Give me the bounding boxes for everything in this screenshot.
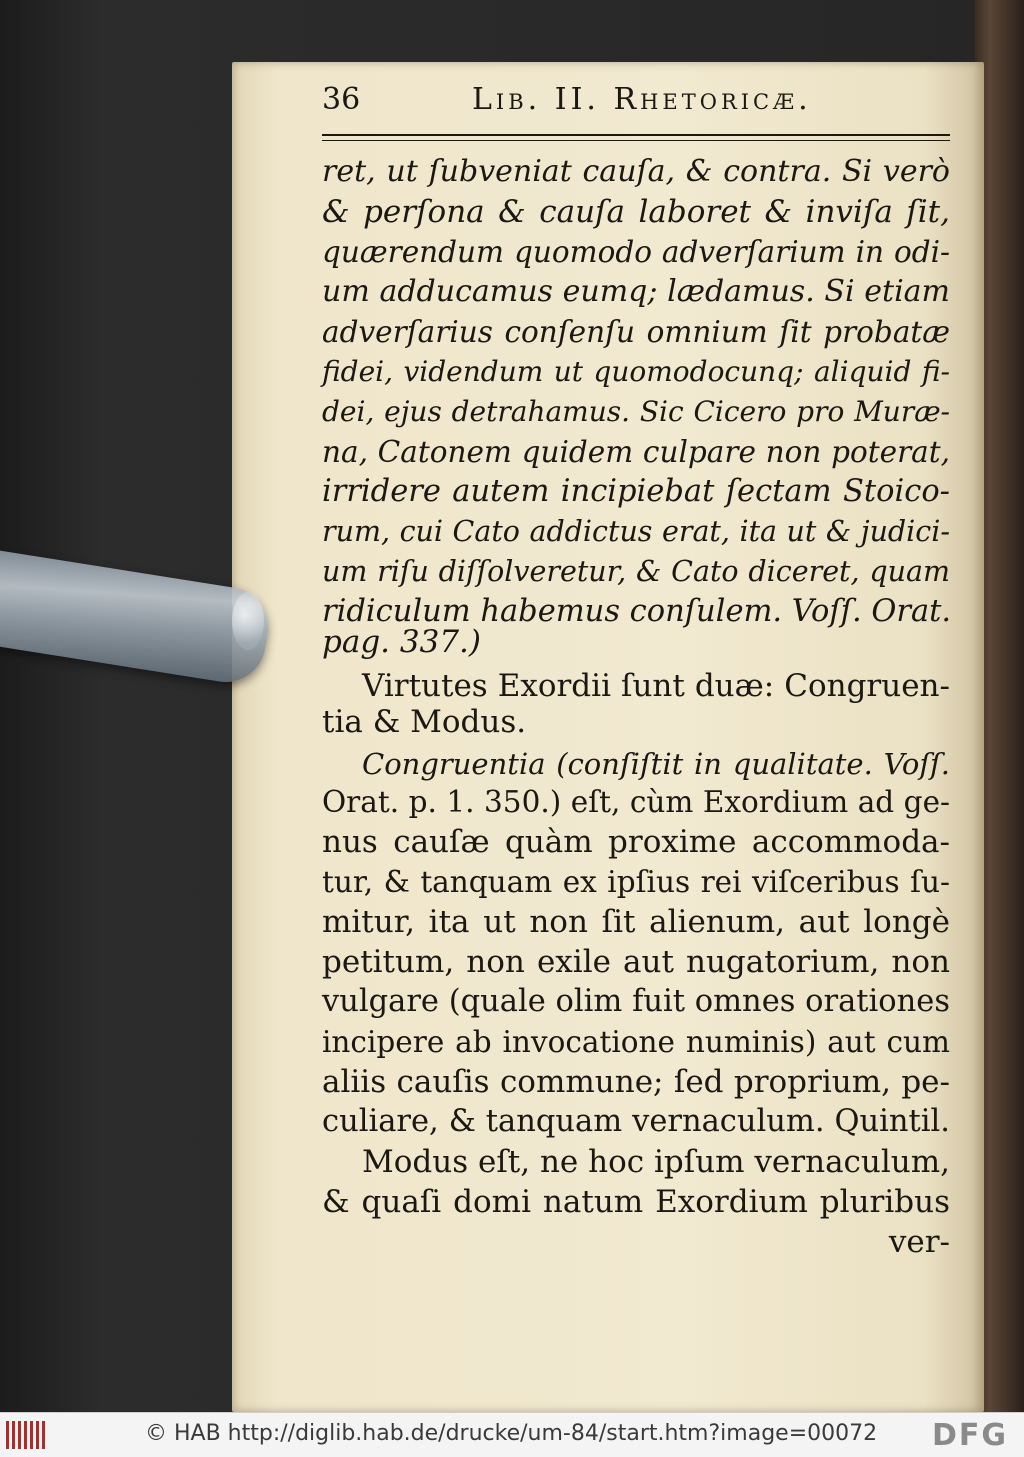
header-rule [322, 134, 950, 141]
text-line: na, Catonem quidem culpare non poterat, [322, 435, 950, 469]
dfg-logo: DFG [932, 1418, 1009, 1453]
page-number: 36 [322, 82, 361, 117]
text-line: nus cauſæ quàm proxime accommoda- [322, 824, 950, 860]
text-line: incipere ab invocatione numinis) aut cum [322, 1025, 950, 1059]
text-line: & quaſi domi natum Exordium pluribus [322, 1184, 950, 1220]
text-line: petitum, non exile aut nugatorium, non [322, 944, 950, 980]
text-line: irridere autem incipiebat ſectam Stoico- [322, 474, 950, 509]
header-title: Lib. II. Rhetoricæ. [472, 82, 812, 117]
text-line: dei, ejus detrahamus. Sic Cicero pro Muræ- [322, 395, 950, 428]
text-line: um riſu diſſolveretur, & Cato diceret, quam [322, 555, 950, 588]
source-credit-link[interactable]: © HAB http://diglib.hab.de/drucke/um-84/start.htm?image=00072 [145, 1421, 878, 1446]
text-line: tia & Modus. [322, 704, 527, 740]
text-line: aliis cauſis commune; ſed proprium, pe- [322, 1064, 950, 1100]
text-line: mitur, ita ut non ſit alienum, aut longè [322, 904, 950, 940]
text-line: pag. 337.) [322, 624, 481, 660]
text-line: vulgare (quale olim fuit omnes orationes [322, 984, 950, 1019]
text-line: rum, cui Cato addictus erat, ita ut & judici- [322, 515, 950, 548]
text-line: tur, & tanquam ex ipſius rei viſceribus ſu- [322, 865, 950, 899]
text-line: Virtutes Exordii ſunt duæ: Congruen- [362, 668, 950, 704]
text-line: Orat. p. 1. 350.) eſt, cùm Exordium ad ge- [322, 785, 950, 819]
text-line: ridiculum habemus conſulem. Voſſ. Orat. [322, 594, 952, 629]
text-line: fidei, videndum ut quomodocunq; aliquid fi- [322, 355, 950, 388]
text-line: adverſarius conſenſu omnium ſit probatæ [322, 315, 950, 349]
text-line: quærendum quomodo adverſarium in odi- [322, 235, 950, 269]
barcode-icon [6, 1421, 46, 1449]
page-holder-tip [232, 592, 264, 650]
text-line: Modus eſt, ne hoc ipſum vernaculum, [362, 1144, 951, 1180]
text-line: ret, ut ſubveniat cauſa, & contra. Si verò [322, 154, 950, 189]
viewer-footer [0, 1412, 1024, 1457]
text-line: Congruentia (conſiſtit in qualitate. Voſſ. [362, 747, 950, 781]
running-head [322, 82, 950, 126]
text-line: culiare, & tanquam vernaculum. Quintil. [322, 1104, 950, 1139]
catchword: ver- [888, 1224, 950, 1260]
text-line: & perſona & cauſa laboret & inviſa ſit, [322, 194, 950, 230]
text-line: um adducamus eumq; lædamus. Si etiam [322, 274, 950, 309]
